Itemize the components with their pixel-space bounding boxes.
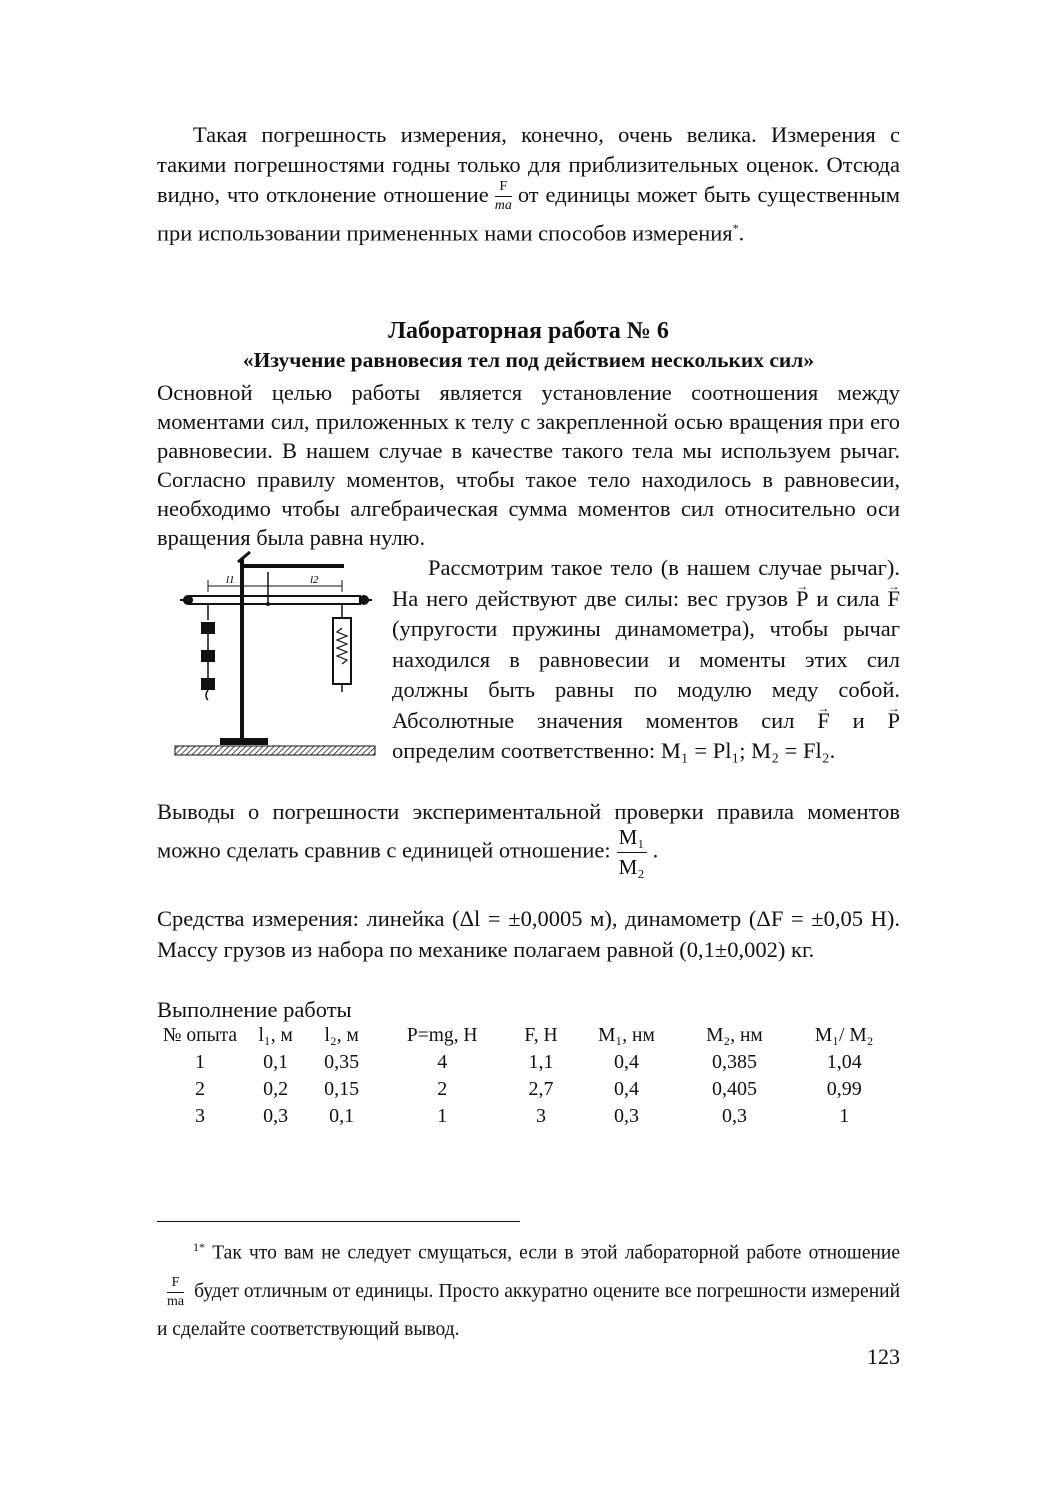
table-row: 1 0,1 0,35 4 1,1 0,4 0,385 1,04 <box>195 1051 862 1073</box>
table-header-row <box>157 1022 900 1049</box>
col-M2: M₂, нм <box>706 1024 763 1046</box>
instruments-paragraph: Средства измерения: линейка (Δl = ±0,0005 м), динамометр (ΔF = ±0,05 Н). Массу грузов из набора по механике полагаем равной (0,1±0,002) кг. <box>157 906 900 962</box>
footnote: $^{1*}$ Так что вам не следует смущаться, если в этой лабораторной работе отношение $\frac{F}{ma}$ будет отличным от единицы. Просто аккуратно оцените все погрешности измерений и сделайте соответствующий вывод. <box>157 1240 901 1340</box>
col-experiment: № опыта <box>162 1024 238 1046</box>
col-P: P=mg, Н <box>406 1024 478 1046</box>
goal-paragraph: Основной целью работы является установление соотношения между моментами сил, приложенных к телу с закрепленной осью вращения при его равновесии. В нашем случае в качестве такого тела мы используем рычаг. Согласно правилу моментов, чтобы такое тело находилось в равновесии, необходимо чтобы алгебраическая сумма моментов сил относительно оси вращения была равна нулю. <box>157 380 900 550</box>
side-paragraph: Рассмотрим такое тело (в нашем случае рычаг). На него действуют две силы: вес грузов → P и сила → F (упругости пружины динамометра), чтобы рычаг находился в равновесии и моменты этих сил должны быть равны по модулю меду собой. Абсолютные значения моментов сил → F и → P определим соответственно: M₁ = Pl₁; M₂ = Fl₂. <box>392 553 900 767</box>
l2-label: l2 <box>310 574 319 586</box>
ratio-F-ma: $\frac{F}{ma}$ <box>494 179 512 214</box>
results-table <box>157 1022 900 1130</box>
lab-title: Лабораторная работа № 6 <box>388 318 669 344</box>
footnote-ratio: $\frac{F}{ma}$ <box>167 1274 185 1309</box>
footnote-mark: 1* <box>193 1240 205 1254</box>
l1-label: l1 <box>226 574 235 586</box>
col-M1: M₁, нм <box>598 1024 655 1046</box>
table-row: 2 0,2 0,15 2 2,7 0,4 0,405 0,99 <box>195 1078 862 1100</box>
col-F: F, Н <box>524 1024 558 1046</box>
lab-subtitle: «Изучение равновесия тел под действием нескольких сил» <box>242 348 815 372</box>
lever-figure <box>170 550 380 760</box>
col-l1: l₁, м <box>258 1024 293 1046</box>
col-ratio: M₁/ M₂ <box>814 1024 874 1046</box>
footnote-divider <box>157 1221 520 1222</box>
execution-heading: Выполнение работы <box>157 997 352 1022</box>
col-l2: l₂, м <box>324 1024 359 1046</box>
intro-paragraph: Такая погрешность измерения, конечно, очень велика. Измерения с такими погрешностями годны только для приблизительных оценок. Отсюда видно, что отклонение отношение $\frac{F}{ma}$ от единицы может быть существенным при использовании примененных нами способов измерения*. <box>157 122 900 246</box>
conclusion-paragraph: Выводы о погрешности экспериментальной проверки правила моментов можно сделать сравнив с единицей отношение: $\frac{\text{M₁}}{\text{M₂}}$ . <box>157 799 900 879</box>
ratio-M1-M2: $\frac{\text{M₁}}{\text{M₂}}$ <box>618 825 645 879</box>
table-row: 3 0,3 0,1 1 3 0,3 0,3 1 <box>195 1105 850 1127</box>
page-number: 123 <box>867 1344 900 1369</box>
